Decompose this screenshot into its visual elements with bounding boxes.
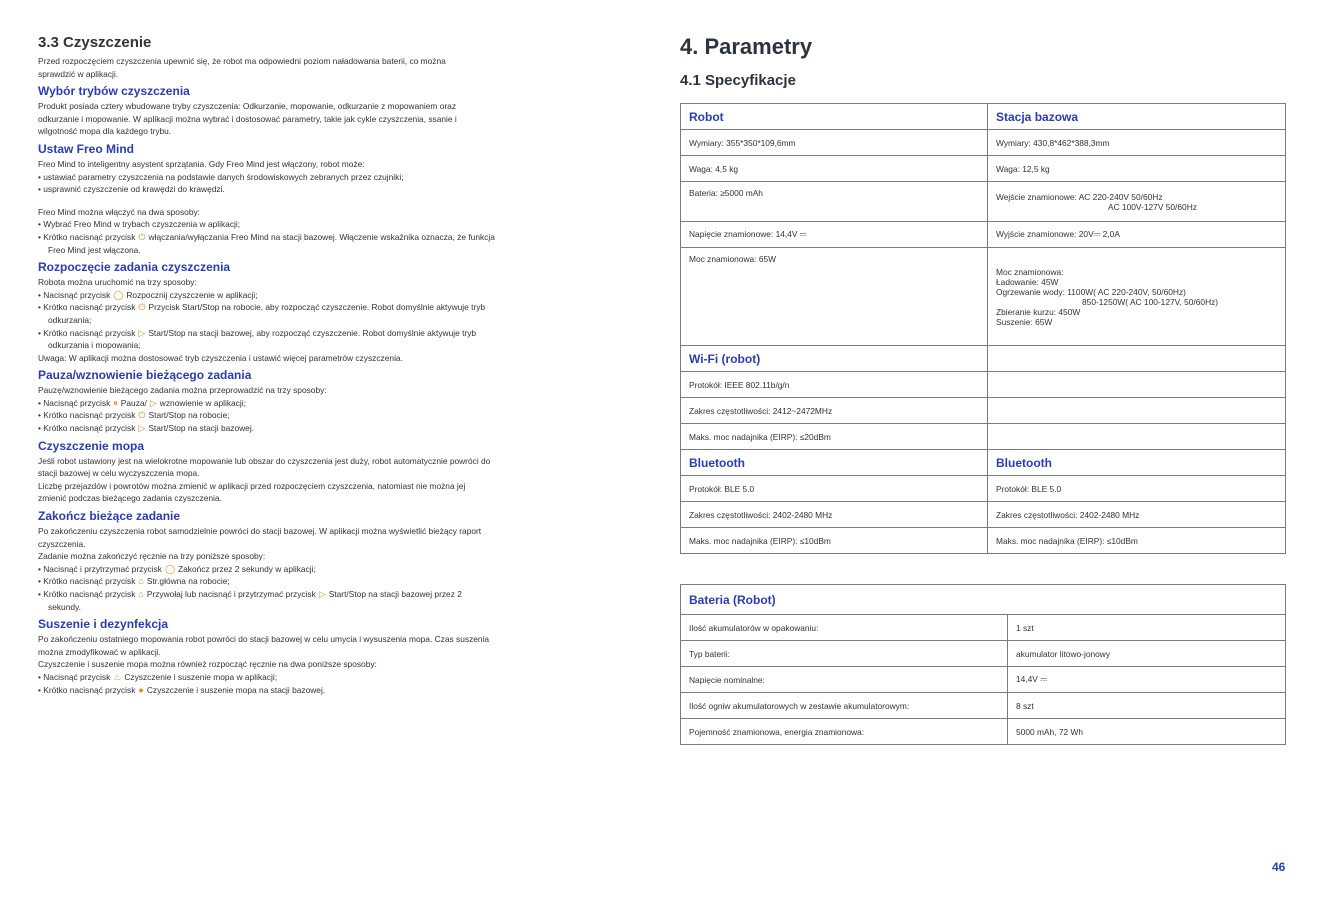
battery-value-2: akumulator litowo-jonowy <box>1008 641 1286 667</box>
bt-protocol-station: Protokół: BLE 5.0 <box>988 476 1286 502</box>
empty-cell <box>988 424 1286 450</box>
s7-line-4 <box>38 671 644 684</box>
heading-end-task: Zakończ bieżące zadanie <box>38 509 181 524</box>
s7-l5b: Czyszczenie i suszenie mopa na stacji bazowej. <box>146 684 326 695</box>
section-title: 3.3 Czyszczenie <box>38 34 152 51</box>
bt-frequency-robot: Zakres częstotliwości: 2402-2480 MHz <box>681 502 988 528</box>
s2-line-7: Freo Mind jest włączona. <box>48 244 141 255</box>
s6-l5b: Str.główna na robocie; <box>146 576 230 587</box>
s1-line-2: odkurzanie i mopowanie. W aplikacji można wybrać i dostosować parametry, takie jak cykle czyszczenia, ssanie i <box>38 113 457 124</box>
s4-l2b: Pauza/ <box>120 397 147 408</box>
home-icon: ⌂ <box>138 589 144 599</box>
station-weight: Waga: 12,5 kg <box>988 156 1286 182</box>
battery-key-4: Ilość ogniw akumulatorowych w zestawie akumulatorowym: <box>681 693 1008 719</box>
s4-l2c: wznowienie w aplikacji; <box>159 397 246 408</box>
s3-line-1: Robota można uruchomić na trzy sposoby: <box>38 277 197 288</box>
page-title: 4. Parametry <box>680 34 813 59</box>
battery-key-2: Typ baterii: <box>681 641 1008 667</box>
s4-line-3 <box>38 409 644 422</box>
start-app-icon: ◯ <box>113 289 124 300</box>
header-bt-station: Bluetooth <box>988 450 1286 476</box>
s3-line-3 <box>38 301 644 314</box>
s6-l4b: Zakończ przez 2 sekundy w aplikacji; <box>178 563 316 574</box>
s3-line-4: odkurzania; <box>48 314 92 325</box>
s7-line-1: Po zakończeniu ostatniego mopowania robot powróci do stacji bazowej w celu umycia i wysuszenia mopa. Czas suszenia <box>38 634 490 645</box>
s3-l3b: Przycisk Start/Stop na robocie, aby rozpocząć czyszczenie. Robot domyślnie aktywuje tryb <box>148 302 486 313</box>
s6-line-6 <box>38 588 644 601</box>
s6-l6b: Przywołaj lub nacisnąć i przytrzymać przycisk <box>146 589 316 599</box>
dry-icon: ● <box>138 684 144 695</box>
s2-l3a: • Krótko nacisnąć przycisk <box>38 231 136 242</box>
s3-line-6: odkurzania i mopowania; <box>48 340 141 351</box>
robot-dimensions: Wymiary: 355*350*109,6mm <box>681 130 988 156</box>
battery-table <box>680 584 1286 745</box>
s4-l2a: • Nacisnąć przycisk <box>38 397 111 408</box>
s2-line-6 <box>38 231 644 244</box>
home-icon: ⌂ <box>138 576 144 587</box>
s3-l5a: • Krótko nacisnąć przycisk <box>38 327 136 338</box>
s2-l3b: włączania/wyłączania Freo Mind na stacji bazowej. Włączenie wskaźnika oznacza, że funkcja <box>148 231 495 242</box>
s3-l3a: • Krótko nacisnąć przycisk <box>38 302 136 313</box>
s2-line-2: • ustawiać parametry czyszczenia na podstawie danych środowiskowych zebranych przez czujniki; <box>38 171 404 182</box>
header-robot: Robot <box>681 104 988 130</box>
s3-line-5 <box>38 327 644 340</box>
station-input-2: AC 100V-127V 50/60Hz <box>1108 201 1197 212</box>
wifi-frequency: Zakres częstotliwości: 2412~2472MHz <box>681 398 988 424</box>
s4-line-2 <box>38 397 644 410</box>
station-dimensions: Wymiary: 430,8*462*388,3mm <box>988 130 1286 156</box>
heading-drying: Suszenie i dezynfekcja <box>38 617 169 632</box>
heading-mop-cleaning: Czyszczenie mopa <box>38 438 145 453</box>
s3-l2b: Rozpocznij czyszczenie w aplikacji; <box>126 289 258 300</box>
s5-line-2: stacji bazowej w celu wyczyszczenia mopa. <box>38 468 200 479</box>
s6-line-5 <box>38 575 644 588</box>
battery-key-5: Pojemność znamionowa, energia znamionowa: <box>681 719 1008 745</box>
s1-line-3: wilgotność mopa dla każdego trybu. <box>38 126 172 137</box>
bt-protocol-robot: Protokół: BLE 5.0 <box>681 476 988 502</box>
heading-start-task: Rozpoczęcie zadania czyszczenia <box>38 260 231 275</box>
bt-frequency-station: Zakres częstotliwości: 2402-2480 MHz <box>988 502 1286 528</box>
battery-value-4: 8 szt <box>1008 693 1286 719</box>
s2-line-3: • usprawnić czyszczenie od krawędzi do krawędzi. <box>38 184 225 195</box>
station-power-4: 850-1250W( AC 100-127V, 50/60Hz) <box>1082 296 1219 307</box>
s6-line-4 <box>38 563 644 576</box>
s3-line-2 <box>38 289 644 302</box>
station-power-2: Ładowanie: 45W <box>996 276 1059 287</box>
heading-pause-resume: Pauza/wznowienie bieżącego zadania <box>38 368 252 383</box>
s4-l3a: • Krótko nacisnąć przycisk <box>38 410 136 421</box>
s2-line-4: Freo Mind można włączyć na dwa sposoby: <box>38 206 200 217</box>
s2-line-1: Freo Mind to inteligentny asystent sprzątania. Gdy Freo Mind jest włączony, robot może: <box>38 158 365 169</box>
station-power-1: Moc znamionowa: <box>996 266 1064 277</box>
station-power-6: Suszenie: 65W <box>996 316 1053 327</box>
robot-weight: Waga: 4,5 kg <box>681 156 988 182</box>
header-wifi: Wi-Fi (robot) <box>681 346 988 372</box>
cleaning-section <box>38 34 644 696</box>
empty-cell <box>988 398 1286 424</box>
freo-mind-icon: ⏻ <box>138 231 146 242</box>
header-bt-robot: Bluetooth <box>681 450 988 476</box>
power-icon: ⏻ <box>138 302 146 313</box>
battery-heading: Bateria (Robot) <box>681 585 1286 615</box>
wifi-protocol: Protokół: IEEE 802.11b/g/n <box>681 372 988 398</box>
robot-power: Moc znamionowa: 65W <box>681 248 988 346</box>
empty-cell <box>988 372 1286 398</box>
s7-line-2: można zmodyfikować w aplikacji. <box>38 646 161 657</box>
station-output: Wyjście znamionowe: 20V⎓ 2,0A <box>988 222 1286 248</box>
s5-line-4: zmienić podczas bieżącego zadania czyszczenia. <box>38 493 222 504</box>
station-input <box>988 182 1286 222</box>
specs-title: 4.1 Specyfikacje <box>680 72 796 89</box>
page-number: 46 <box>1272 860 1286 874</box>
s4-l4a: • Krótko nacisnąć przycisk <box>38 423 136 434</box>
s7-l4a: • Nacisnąć przycisk <box>38 671 111 682</box>
s6-line-2: czyszczenia. <box>38 538 86 549</box>
s6-l5a: • Krótko nacisnąć przycisk <box>38 576 136 587</box>
power-icon: ⏻ <box>138 410 146 421</box>
heading-freo-mind: Ustaw Freo Mind <box>38 141 135 156</box>
s6-line-3: Zadanie można zakończyć ręcznie na trzy poniższe sposoby: <box>38 551 266 562</box>
pause-icon: ⏸ <box>113 397 118 408</box>
heading-mode-select: Wybór trybów czyszczenia <box>38 84 190 99</box>
play-icon: ▷ <box>138 327 146 338</box>
end-icon: ◯ <box>164 563 176 574</box>
intro-line-2: sprawdzić w aplikacji. <box>38 68 119 79</box>
s3-l5b: Start/Stop na stacji bazowej, aby rozpocząć czyszczenie. Robot domyślnie aktywuje tryb <box>148 327 477 338</box>
s7-l4b: Czyszczenie i suszenie mopa w aplikacji; <box>124 671 278 682</box>
s7-line-3: Czyszczenie i suszenie mopa można również rozpocząć ręcznie na dwa poniższe sposoby: <box>38 659 377 670</box>
s4-line-1: Pauzę/wznowienie bieżącego zadania można przeprowadzić na trzy sposoby: <box>38 385 327 396</box>
station-input-1: Wejście znamionowe: AC 220-240V 50/60Hz <box>996 191 1163 202</box>
bt-power-robot: Maks. moc nadajnika (EIRP): ≤10dBm <box>681 528 988 554</box>
robot-voltage: Napięcie znamionowe: 14,4V ⎓ <box>681 222 988 248</box>
s6-line-7: sekundy. <box>48 601 81 612</box>
station-power <box>988 248 1286 346</box>
dry-icon: ♨ <box>113 671 122 682</box>
play-icon: ▷ <box>318 589 326 599</box>
s2-line-5: • Wybrać Freo Mind w trybach czyszczenia w aplikacji; <box>38 219 241 230</box>
empty-cell <box>988 346 1286 372</box>
wifi-power: Maks. moc nadajnika (EIRP): ≤20dBm <box>681 424 988 450</box>
header-station: Stacja bazowa <box>988 104 1286 130</box>
station-power-5: Zbieranie kurzu: 450W <box>996 306 1081 317</box>
s4-l3b: Start/Stop na robocie; <box>148 410 230 421</box>
battery-key-1: Ilość akumulatorów w opakowaniu: <box>681 615 1008 641</box>
robot-battery: Bateria: ≥5000 mAh <box>681 182 988 222</box>
resume-icon: ▷ <box>149 397 157 408</box>
parameters-section <box>680 34 1290 745</box>
s6-l4a: • Nacisnąć i przytrzymać przycisk <box>38 563 162 574</box>
s3-line-7: Uwaga: W aplikacji można dostosować tryb czyszczenia i ustawić więcej parametrów czyszczenia. <box>38 352 403 363</box>
bt-power-station: Maks. moc nadajnika (EIRP): ≤10dBm <box>988 528 1286 554</box>
s4-line-4 <box>38 422 644 435</box>
s4-l4b: Start/Stop na stacji bazowej. <box>148 423 255 434</box>
s7-l5a: • Krótko nacisnąć przycisk <box>38 684 136 695</box>
s6-l6a: • Krótko nacisnąć przycisk <box>38 589 136 599</box>
station-power-3: Ogrzewanie wody: 1100W( AC 220-240V, 50/60Hz) <box>996 286 1186 297</box>
battery-value-3: 14,4V ⎓ <box>1008 667 1286 693</box>
s7-line-5 <box>38 684 644 697</box>
battery-key-3: Napięcie nominalne: <box>681 667 1008 693</box>
battery-value-5: 5000 mAh, 72 Wh <box>1008 719 1286 745</box>
s5-line-3: Liczbę przejazdów i powrotów można zmienić w aplikacji przed rozpoczęciem czyszczenia, natomiast nie można jej <box>38 480 466 491</box>
spec-table <box>680 103 1286 554</box>
s6-l6c: Start/Stop na stacji bazowej przez 2 <box>328 589 462 599</box>
s1-line-1: Produkt posiada cztery wbudowane tryby czyszczenia: Odkurzanie, mopowanie, odkurzanie z mopowaniem oraz <box>38 101 457 112</box>
intro-line-1: Przed rozpoczęciem czyszczenia upewnić się, że robot ma odpowiedni poziom naładowania baterii, co można <box>38 56 446 66</box>
s3-l2a: • Nacisnąć przycisk <box>38 289 111 300</box>
s6-line-1: Po zakończeniu czyszczenia robot samodzielnie powróci do stacji bazowej. W aplikacji można wyświetlić bieżący raport <box>38 526 482 537</box>
s5-line-1: Jeśli robot ustawiony jest na wielokrotne mopowanie lub obszar do czyszczenia jest duży, robot automatycznie powróci do <box>38 455 491 466</box>
battery-value-1: 1 szt <box>1008 615 1286 641</box>
play-icon: ▷ <box>138 423 146 434</box>
